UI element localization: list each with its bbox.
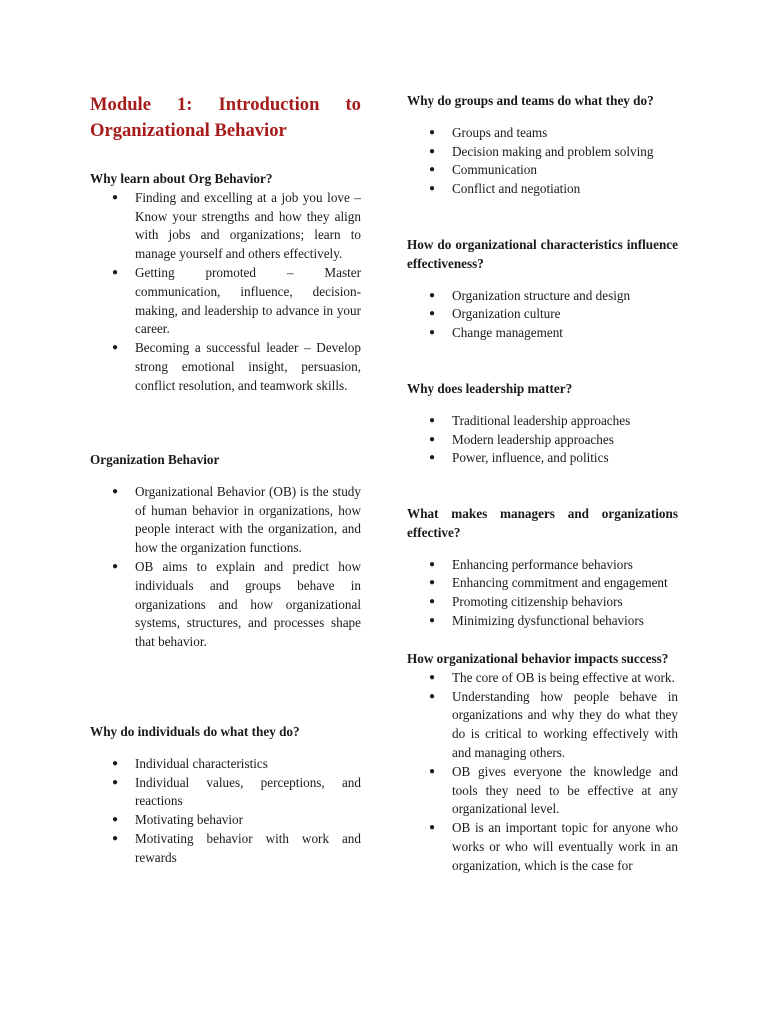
list-item: ● Communication — [407, 161, 678, 180]
list-item: ● Enhancing performance behaviors — [407, 556, 678, 575]
list-item: ● OB gives everyone the knowledge and tools they need to be effective at any organizational level. — [429, 763, 678, 817]
bullet-icon: ● — [429, 614, 436, 626]
list-item: ● Change management — [407, 324, 678, 343]
list-item: ● Becoming a successful leader – Develop strong emotional insight, persuasion, conflict resolution, and teamwork skills. — [112, 340, 361, 393]
bullet-icon: ● — [429, 671, 436, 683]
page-title — [90, 92, 361, 144]
bullet-list — [90, 483, 361, 652]
list-item: ● Minimizing dysfunctional behaviors — [407, 612, 678, 631]
bullet-icon: ● — [429, 690, 436, 702]
bullet-icon: ● — [112, 832, 119, 844]
list-item: ● OB aims to explain and predict how individuals and groups behave in organizations and how organizational systems, structures, and processes shape that behavior. — [112, 558, 361, 650]
bullet-icon: ● — [429, 327, 436, 339]
bullet-icon: ● — [429, 289, 436, 301]
section-heading: Why learn about Org Behavior? — [90, 171, 273, 186]
bullet-icon: ● — [112, 560, 119, 572]
section-impacts — [407, 650, 678, 876]
bullet-icon: ● — [429, 596, 436, 608]
title-word: to — [345, 94, 361, 115]
bullet-icon: ● — [112, 266, 119, 278]
bullet-list — [90, 189, 361, 396]
list-item: ● Conflict and negotiation — [407, 180, 678, 199]
bullet-icon: ● — [429, 183, 436, 195]
bullet-icon: ● — [429, 308, 436, 320]
list-item: ● Individual values, perceptions, and reactions — [112, 774, 361, 809]
title-word: 1: — [176, 94, 193, 115]
list-item: ● Power, influence, and politics — [407, 449, 678, 468]
bullet-icon: ● — [112, 485, 119, 497]
title-line-2: Organizational Behavior — [90, 120, 287, 141]
bullet-icon: ● — [429, 145, 436, 157]
section-heading: Why do individuals do what they do? — [90, 724, 300, 739]
bullet-list — [407, 124, 678, 199]
section-individuals — [90, 723, 361, 868]
section-heading: How organizational behavior impacts success? — [407, 651, 669, 666]
section-heading: Why do groups and teams do what they do? — [407, 93, 654, 108]
bullet-list — [407, 556, 678, 631]
list-item: ● Individual characteristics — [90, 755, 361, 774]
bullet-icon: ● — [429, 414, 436, 426]
section-heading: What makes managers and organizations effective? — [407, 506, 678, 540]
section-heading: Organization Behavior — [90, 452, 220, 467]
title-word: Introduction — [218, 94, 320, 115]
list-item: ● Traditional leadership approaches — [407, 412, 678, 431]
list-item: ● Understanding how people behave in organizations and why they do what they do is critical to working effectively with and managing others. — [429, 688, 678, 760]
bullet-icon: ● — [429, 126, 436, 138]
section-organization-behavior — [90, 451, 361, 652]
bullet-list — [407, 412, 678, 468]
bullet-icon: ● — [429, 452, 436, 464]
title-word: Module — [90, 94, 151, 115]
list-item: ● OB is an important topic for anyone who works or who will eventually work in an organization, which is the case for — [429, 820, 678, 873]
list-item: ● Enhancing commitment and engagement — [407, 574, 678, 593]
bullet-icon: ● — [112, 776, 119, 788]
section-leadership — [407, 380, 678, 468]
list-item: ● Motivating behavior — [90, 811, 361, 830]
list-item: ● Organizational Behavior (OB) is the study of human behavior in organizations, how people interact with the organization, and how the organization functions. — [112, 483, 361, 556]
bullet-icon: ● — [429, 822, 436, 834]
list-item: ● Motivating behavior with work and rewards — [112, 830, 361, 865]
list-item: ● Finding and excelling at a job you love – Know your strengths and how they align with jobs and organizations; learn to manage yourself and others effectively. — [112, 189, 361, 262]
bullet-icon: ● — [429, 577, 436, 589]
bullet-list — [407, 669, 678, 876]
section-why-learn — [90, 170, 361, 396]
list-item: ● Getting promoted – Master communication, influence, decision-making, and leadership to advance in your career. — [112, 264, 361, 337]
bullet-icon: ● — [112, 342, 119, 354]
list-item: ● Organization structure and design — [407, 287, 678, 306]
list-item: ● Modern leadership approaches — [407, 431, 678, 450]
section-org-characteristics — [407, 236, 678, 343]
bullet-icon: ● — [429, 765, 436, 777]
list-item: ● Decision making and problem solving — [407, 143, 678, 162]
section-groups — [407, 92, 678, 199]
bullet-icon: ● — [112, 757, 119, 769]
bullet-icon: ● — [112, 814, 119, 826]
list-item: ● The core of OB is being effective at work. — [407, 669, 678, 688]
bullet-icon: ● — [429, 164, 436, 176]
list-item: ● Organization culture — [407, 305, 678, 324]
list-item: ● Groups and teams — [407, 124, 678, 143]
section-heading: How do organizational characteristics influence effectiveness? — [407, 237, 678, 271]
section-effective — [407, 505, 678, 631]
bullet-list — [407, 287, 678, 343]
bullet-list — [90, 755, 361, 868]
list-item: ● Promoting citizenship behaviors — [407, 593, 678, 612]
bullet-icon: ● — [429, 433, 436, 445]
bullet-icon: ● — [112, 191, 119, 203]
section-heading: Why does leadership matter? — [407, 381, 573, 396]
title-line-1 — [90, 92, 361, 118]
bullet-icon: ● — [429, 558, 436, 570]
